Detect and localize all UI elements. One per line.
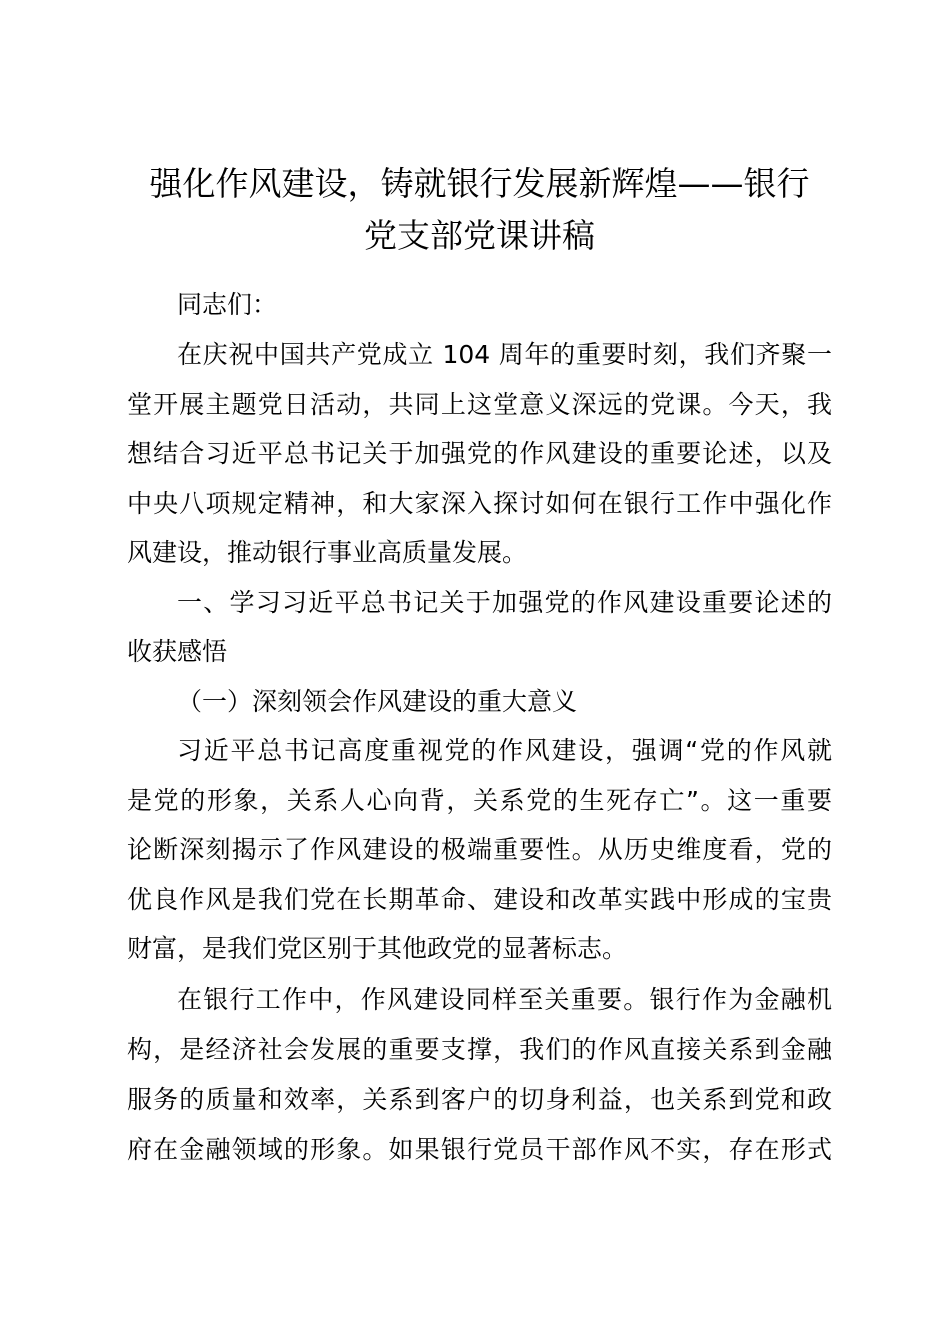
paragraph-line: 构，是经济社会发展的重要支撑，我们的作风直接关系到金融 (127, 1035, 832, 1064)
document-title-line-1: 强化作风建设，铸就银行发展新辉煌——银行 (149, 164, 810, 203)
paragraph-line: 习近平总书记高度重视党的作风建设，强调“党的作风就 (177, 736, 832, 765)
paragraph-line: 在银行工作中，作风建设同样至关重要。银行作为金融机 (177, 985, 832, 1014)
paragraph-line: 想结合习近平总书记关于加强党的作风建设的重要论述，以及 (127, 439, 832, 468)
paragraph-line: 优良作风是我们党在长期革命、建设和改革实践中形成的宝贵 (127, 885, 832, 914)
subsection-heading: （一）深刻领会作风建设的重大意义 (177, 687, 578, 716)
paragraph-line: 财富，是我们党区别于其他政党的显著标志。 (127, 934, 628, 963)
paragraph-line: 中央八项规定精神，和大家深入探讨如何在银行工作中强化作 (127, 489, 832, 518)
paragraph-line: 是党的形象，关系人心向背，关系党的生死存亡”。这一重要 (127, 786, 832, 815)
salutation: 同志们： (177, 290, 278, 319)
section-heading-line: 收获感悟 (127, 637, 228, 666)
paragraph-line: 风建设，推动银行事业高质量发展。 (127, 538, 528, 567)
document-title-line-2: 党支部党课讲稿 (364, 216, 595, 255)
section-heading-line: 一、学习习近平总书记关于加强党的作风建设重要论述的 (177, 588, 832, 617)
paragraph-line: 府在金融领域的形象。如果银行党员干部作风不实，存在形式 (127, 1135, 832, 1164)
paragraph-line: 服务的质量和效率，关系到客户的切身利益，也关系到党和政 (127, 1085, 832, 1114)
paragraph-line: 堂开展主题党日活动，共同上这堂意义深远的党课。今天，我 (127, 390, 832, 419)
paragraph-line: 在庆祝中国共产党成立 104 周年的重要时刻，我们齐聚一 (177, 340, 832, 369)
paragraph-line: 论断深刻揭示了作风建设的极端重要性。从历史维度看，党的 (127, 835, 832, 864)
